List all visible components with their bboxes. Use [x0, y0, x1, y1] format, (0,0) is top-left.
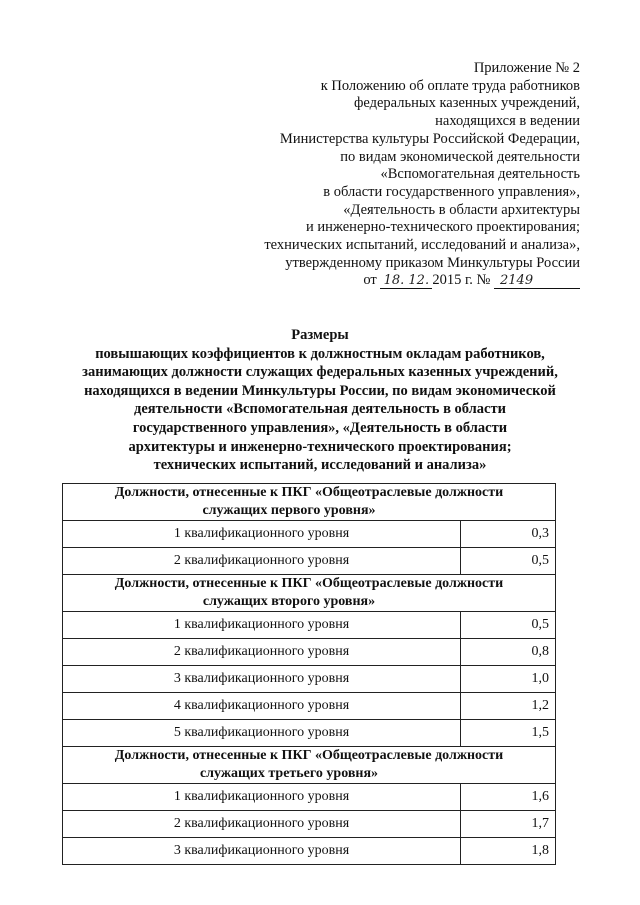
- group-title-line: Должности, отнесенные к ПКГ «Общеотраслевые должности: [114, 576, 504, 591]
- coefficient-value: 1,0: [461, 666, 556, 693]
- coefficient-value: 0,8: [461, 639, 556, 666]
- title-line: повышающих коэффициентов к должностным окладам работников,: [95, 345, 545, 362]
- qualification-level: 1 квалификационного уровня: [63, 612, 461, 639]
- appendix-header: [200, 60, 580, 290]
- qualification-level: 2 квалификационного уровня: [63, 639, 461, 666]
- coefficient-value: 1,5: [461, 720, 556, 747]
- date-prefix: от: [363, 272, 377, 289]
- qualification-level: 2 квалификационного уровня: [63, 811, 461, 838]
- qualification-level: 4 квалификационного уровня: [63, 693, 461, 720]
- header-line: находящихся в ведении: [435, 113, 580, 130]
- header-line: «Деятельность в области архитектуры: [343, 201, 580, 218]
- group-header: [63, 575, 556, 612]
- handwritten-order-number: 2149: [500, 273, 534, 289]
- header-line: Приложение № 2: [473, 60, 580, 76]
- group-title-line: служащих первого уровня»: [202, 503, 376, 518]
- header-line: «Вспомогательная деятельность: [380, 166, 580, 183]
- header-line: федеральных казенных учреждений,: [353, 95, 580, 112]
- table-row: [63, 784, 556, 811]
- title-line: государственного управления», «Деятельность в области: [132, 419, 508, 436]
- group-title-line: служащих третьего уровня»: [199, 766, 379, 781]
- group-title-line: Должности, отнесенные к ПКГ «Общеотраслевые должности: [114, 748, 504, 763]
- order-number-field: [494, 273, 580, 289]
- table-row: [63, 639, 556, 666]
- table-row: [63, 521, 556, 548]
- table-row: [63, 548, 556, 575]
- header-line: и инженерно-технического проектирования;: [306, 219, 580, 236]
- table-row: [63, 612, 556, 639]
- table-row: [63, 811, 556, 838]
- document-title: [40, 326, 600, 475]
- header-line: к Положению об оплате труда работников: [320, 77, 580, 94]
- coefficient-value: 1,6: [461, 784, 556, 811]
- qualification-level: 2 квалификационного уровня: [63, 548, 461, 575]
- qualification-level: 1 квалификационного уровня: [63, 521, 461, 548]
- group-title: [63, 747, 556, 784]
- table-row: [63, 720, 556, 747]
- date-day-field: [380, 273, 432, 289]
- coefficients-table: [62, 483, 556, 865]
- coefficient-value: 0,3: [461, 521, 556, 548]
- table-row: [63, 838, 556, 865]
- table-row: [63, 693, 556, 720]
- group-title: [63, 484, 556, 521]
- group-title-line: Должности, отнесенные к ПКГ «Общеотраслевые должности: [114, 485, 504, 500]
- title-line: деятельности «Вспомогательная деятельность в области: [134, 401, 506, 418]
- title-line: технических испытаний, исследований и анализа»: [153, 457, 487, 474]
- qualification-level: 1 квалификационного уровня: [63, 784, 461, 811]
- coefficient-value: 1,2: [461, 693, 556, 720]
- coefficient-value: 0,5: [461, 612, 556, 639]
- order-date-line: [200, 272, 580, 290]
- title-heading: Размеры: [291, 327, 349, 343]
- title-line: архитектуры и инженерно-технического проектирования;: [128, 438, 512, 455]
- header-line: технических испытаний, исследований и анализа»,: [264, 237, 580, 254]
- table-row: [63, 666, 556, 693]
- title-line: находящихся в ведении Минкультуры России, по видам экономической: [84, 382, 556, 399]
- qualification-level: 3 квалификационного уровня: [63, 838, 461, 865]
- header-line: в области государственного управления»,: [323, 183, 580, 200]
- coefficient-value: 1,7: [461, 811, 556, 838]
- group-header: [63, 747, 556, 784]
- handwritten-day: 18. 12.: [383, 273, 430, 289]
- date-year: 2015 г. №: [432, 272, 491, 289]
- qualification-level: 3 квалификационного уровня: [63, 666, 461, 693]
- header-line: утвержденному приказом Минкультуры России: [285, 254, 580, 271]
- header-line: Министерства культуры Российской Федерации,: [279, 130, 580, 147]
- group-header: [63, 484, 556, 521]
- header-line: по видам экономической деятельности: [340, 148, 580, 165]
- group-title-line: служащих второго уровня»: [202, 594, 376, 609]
- coefficient-value: 0,5: [461, 548, 556, 575]
- coefficient-value: 1,8: [461, 838, 556, 865]
- qualification-level: 5 квалификационного уровня: [63, 720, 461, 747]
- group-title: [63, 575, 556, 612]
- title-line: занимающих должности служащих федеральных казенных учреждений,: [82, 364, 558, 381]
